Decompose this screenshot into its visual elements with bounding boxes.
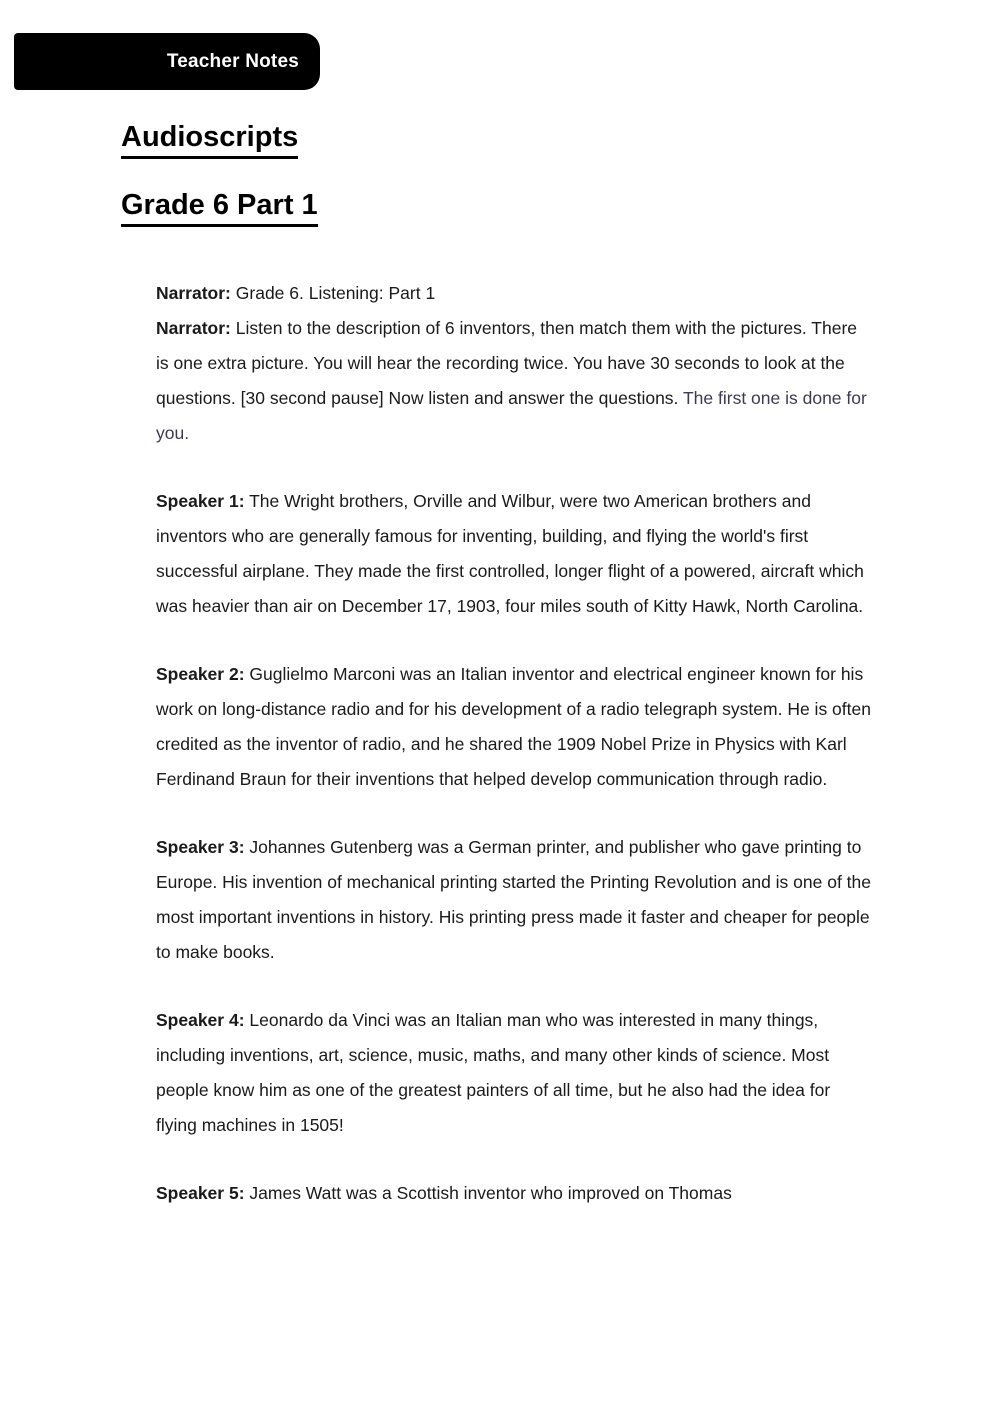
speaker-2-block [156,657,872,797]
narrator-instructions-text: Listen to the description of 6 inventors, then match them with the pictures. There is one extra picture. You will hear the recording twice. You have 30 seconds to look at the questions. [30 second pause] Now listen and answer the questions. [156,318,858,408]
paragraph-speaker-2 [156,657,872,797]
narrator-label: Narrator: [156,283,231,303]
speaker-1-block [156,484,872,624]
speaker-4-block [156,1003,872,1143]
highlighted-sentence: The first one is done for you. [156,388,867,443]
paragraph-speaker-4 [156,1003,872,1143]
audioscript-content [156,276,872,1211]
speaker-4-label: Speaker 4: [156,1010,245,1030]
narrator-intro-text: Grade 6. Listening: Part 1 [235,283,436,303]
paragraph-speaker-5 [156,1176,872,1211]
speaker-4-text: Leonardo da Vinci was an Italian man who was interested in many things, including inventions, art, science, music, maths, and many other kinds of science. Most people know him as one of the greatest painters of all time, but he also had the idea for flying machines in 1505! [156,1010,831,1135]
page-title-audioscripts [121,122,298,154]
speaker-1-text: The Wright brothers, Orville and Wilbur, were two American brothers and inventors who are generally famous for inventing, building, and flying the world's first successful airplane. They made the first controlled, longer flight of a powered, aircraft which was heavier than air on December 17, 1903, four miles south of Kitty Hawk, North Carolina. [156,491,864,616]
speaker-5-label: Speaker 5: [156,1183,245,1203]
speaker-2-label: Speaker 2: [156,664,245,684]
paragraph-narrator-intro [156,276,872,311]
teacher-notes-badge [14,33,320,90]
speaker-3-text: Johannes Gutenberg was a German printer, and publisher who gave printing to Europe. His invention of mechanical printing started the Printing Revolution and is one of the most important inventions in history. His printing press made it faster and cheaper for people to make books. [156,837,872,962]
speaker-1-label: Speaker 1: [156,491,245,511]
badge-label: Teacher Notes [166,50,299,72]
narrator-block [156,276,872,451]
page-title-text: Audioscripts [121,121,298,159]
paragraph-speaker-1 [156,484,872,624]
speaker-5-text: James Watt was a Scottish inventor who improved on Thomas [249,1183,732,1203]
section-title-grade6-part1 [121,190,318,222]
paragraph-narrator-instructions [156,311,872,451]
paragraph-speaker-3 [156,830,872,970]
section-title-text: Grade 6 Part 1 [121,189,318,227]
speaker-2-text: Guglielmo Marconi was an Italian inventor and electrical engineer known for his work on long-distance radio and for his development of a radio telegraph system. He is often credited as the inventor of radio, and he shared the 1909 Nobel Prize in Physics with Karl Ferdinand Braun for their inventions that helped develop communication through radio. [156,664,871,789]
narrator-label: Narrator: [156,318,231,338]
speaker-3-block [156,830,872,970]
speaker-5-block [156,1176,872,1211]
speaker-3-label: Speaker 3: [156,837,245,857]
